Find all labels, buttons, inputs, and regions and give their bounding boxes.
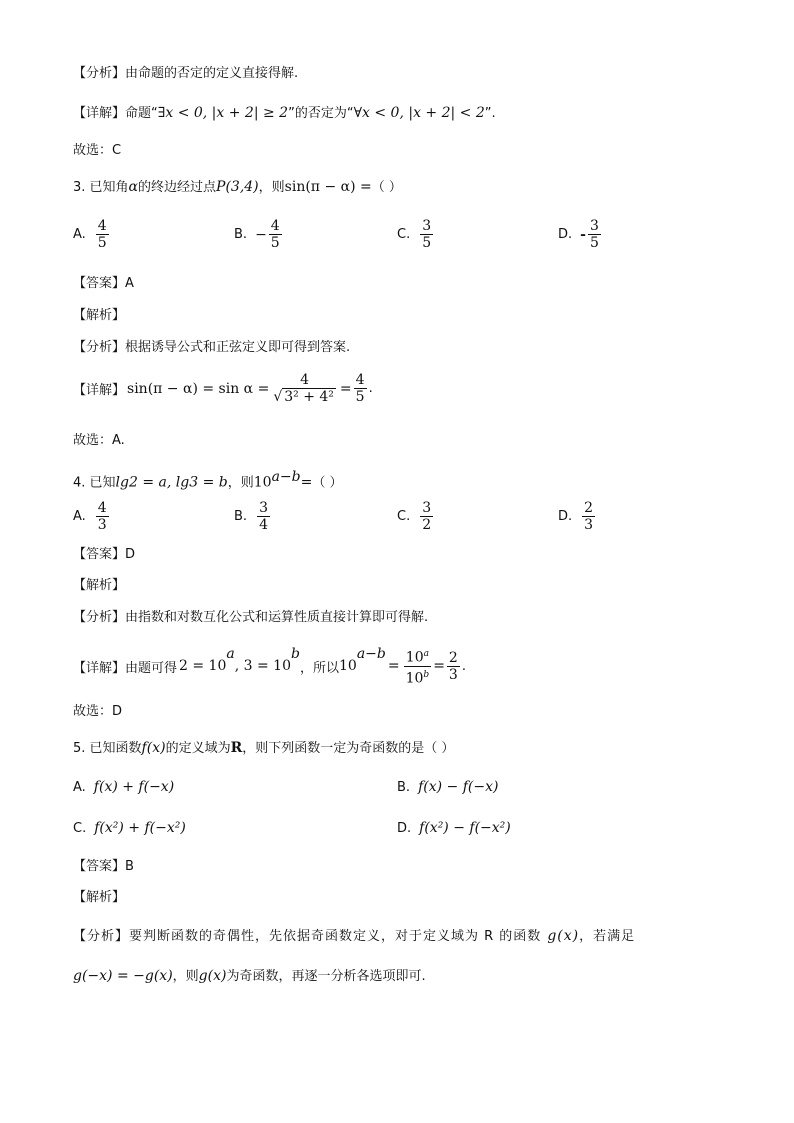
q3-option-a[interactable]: A. $\frac{4}{5}$ — [73, 218, 107, 251]
q5-option-d[interactable]: D. f(x²) − f(−x²) — [397, 820, 511, 836]
q4-option-c[interactable]: C. $\frac{3}{2}$ — [397, 500, 432, 533]
p2-proposition: ∃x < 0, |x + 2| ≥ 2 — [157, 105, 289, 121]
q5-analysis-line1: 【分析】要判断函数的奇偶性，先依据奇函数定义，对于定义域为 R 的函数 g(x)，若满足 — [73, 928, 636, 944]
q5-option-b[interactable]: B. f(x) − f(−x) — [397, 779, 499, 795]
q3-solution-header: 【解析】 — [73, 308, 126, 323]
q4-stem: 4. 已知lg2 = a, lg3 = b，则$10^{a-b}=$（ ） — [73, 469, 343, 491]
q5-answer: 【答案】B — [73, 859, 134, 874]
q5-analysis-line2: g(−x) = −g(x)，则g(x)为奇函数，再逐一分析各选项即可. — [73, 968, 426, 984]
q4-option-d[interactable]: D. $\frac{2}{3}$ — [558, 500, 594, 533]
q3-detail: 【详解】 sin(π − α) = sin α = $\frac{4}{\text{√ 3² + 4²}}$ = $\frac{4}{5}$ . — [73, 372, 373, 405]
q5-option-a[interactable]: A. f(x) + f(−x) — [73, 779, 175, 795]
q4-choice: 故选：D — [73, 704, 123, 719]
q3-option-c[interactable]: C. $\frac{3}{5}$ — [397, 218, 432, 251]
q4-detail: 【详解】由题可得 2 = 10 a , 3 = 10 b ，所以 10 a−b = $\frac{10^a}{10^b}$ = $\frac{2}{3}$ . — [73, 646, 466, 687]
q5-stem: 5. 已知函数f(x)的定义域为R，则下列函数一定为奇函数的是（ ） — [73, 740, 455, 756]
p2-analysis: 【分析】由命题的否定的定义直接得解. — [73, 66, 299, 81]
q5-option-c[interactable]: C. f(x²) + f(−x²) — [73, 820, 186, 836]
q4-option-b[interactable]: B. $\frac{3}{4}$ — [234, 500, 268, 533]
p2-choice: 故选：C — [73, 143, 122, 158]
q3-option-b[interactable]: B. − $\frac{4}{5}$ — [234, 218, 280, 251]
q3-choice: 故选：A. — [73, 433, 125, 448]
q4-option-a[interactable]: A. $\frac{4}{3}$ — [73, 500, 107, 533]
q3-option-d[interactable]: D. - $\frac{3}{5}$ — [558, 218, 599, 251]
q5-solution-header: 【解析】 — [73, 890, 126, 905]
q3-answer: 【答案】A — [73, 276, 134, 291]
q3-analysis: 【分析】根据诱导公式和正弦定义即可得到答案. — [73, 340, 351, 355]
q3-stem: 3. 已知角α的终边经过点P(3,4)，则sin(π − α) =（ ） — [73, 179, 402, 195]
q4-analysis: 【分析】由指数和对数互化公式和运算性质直接计算即可得解. — [73, 610, 429, 625]
p2-negation: ∀x < 0, |x + 2| < 2 — [353, 105, 485, 121]
p2-detail: 【详解】命题“∃x < 0, |x + 2| ≥ 2”的否定为“∀x < 0, |x + 2| < 2”. — [73, 105, 496, 121]
q4-solution-header: 【解析】 — [73, 578, 126, 593]
q4-answer: 【答案】D — [73, 547, 136, 562]
